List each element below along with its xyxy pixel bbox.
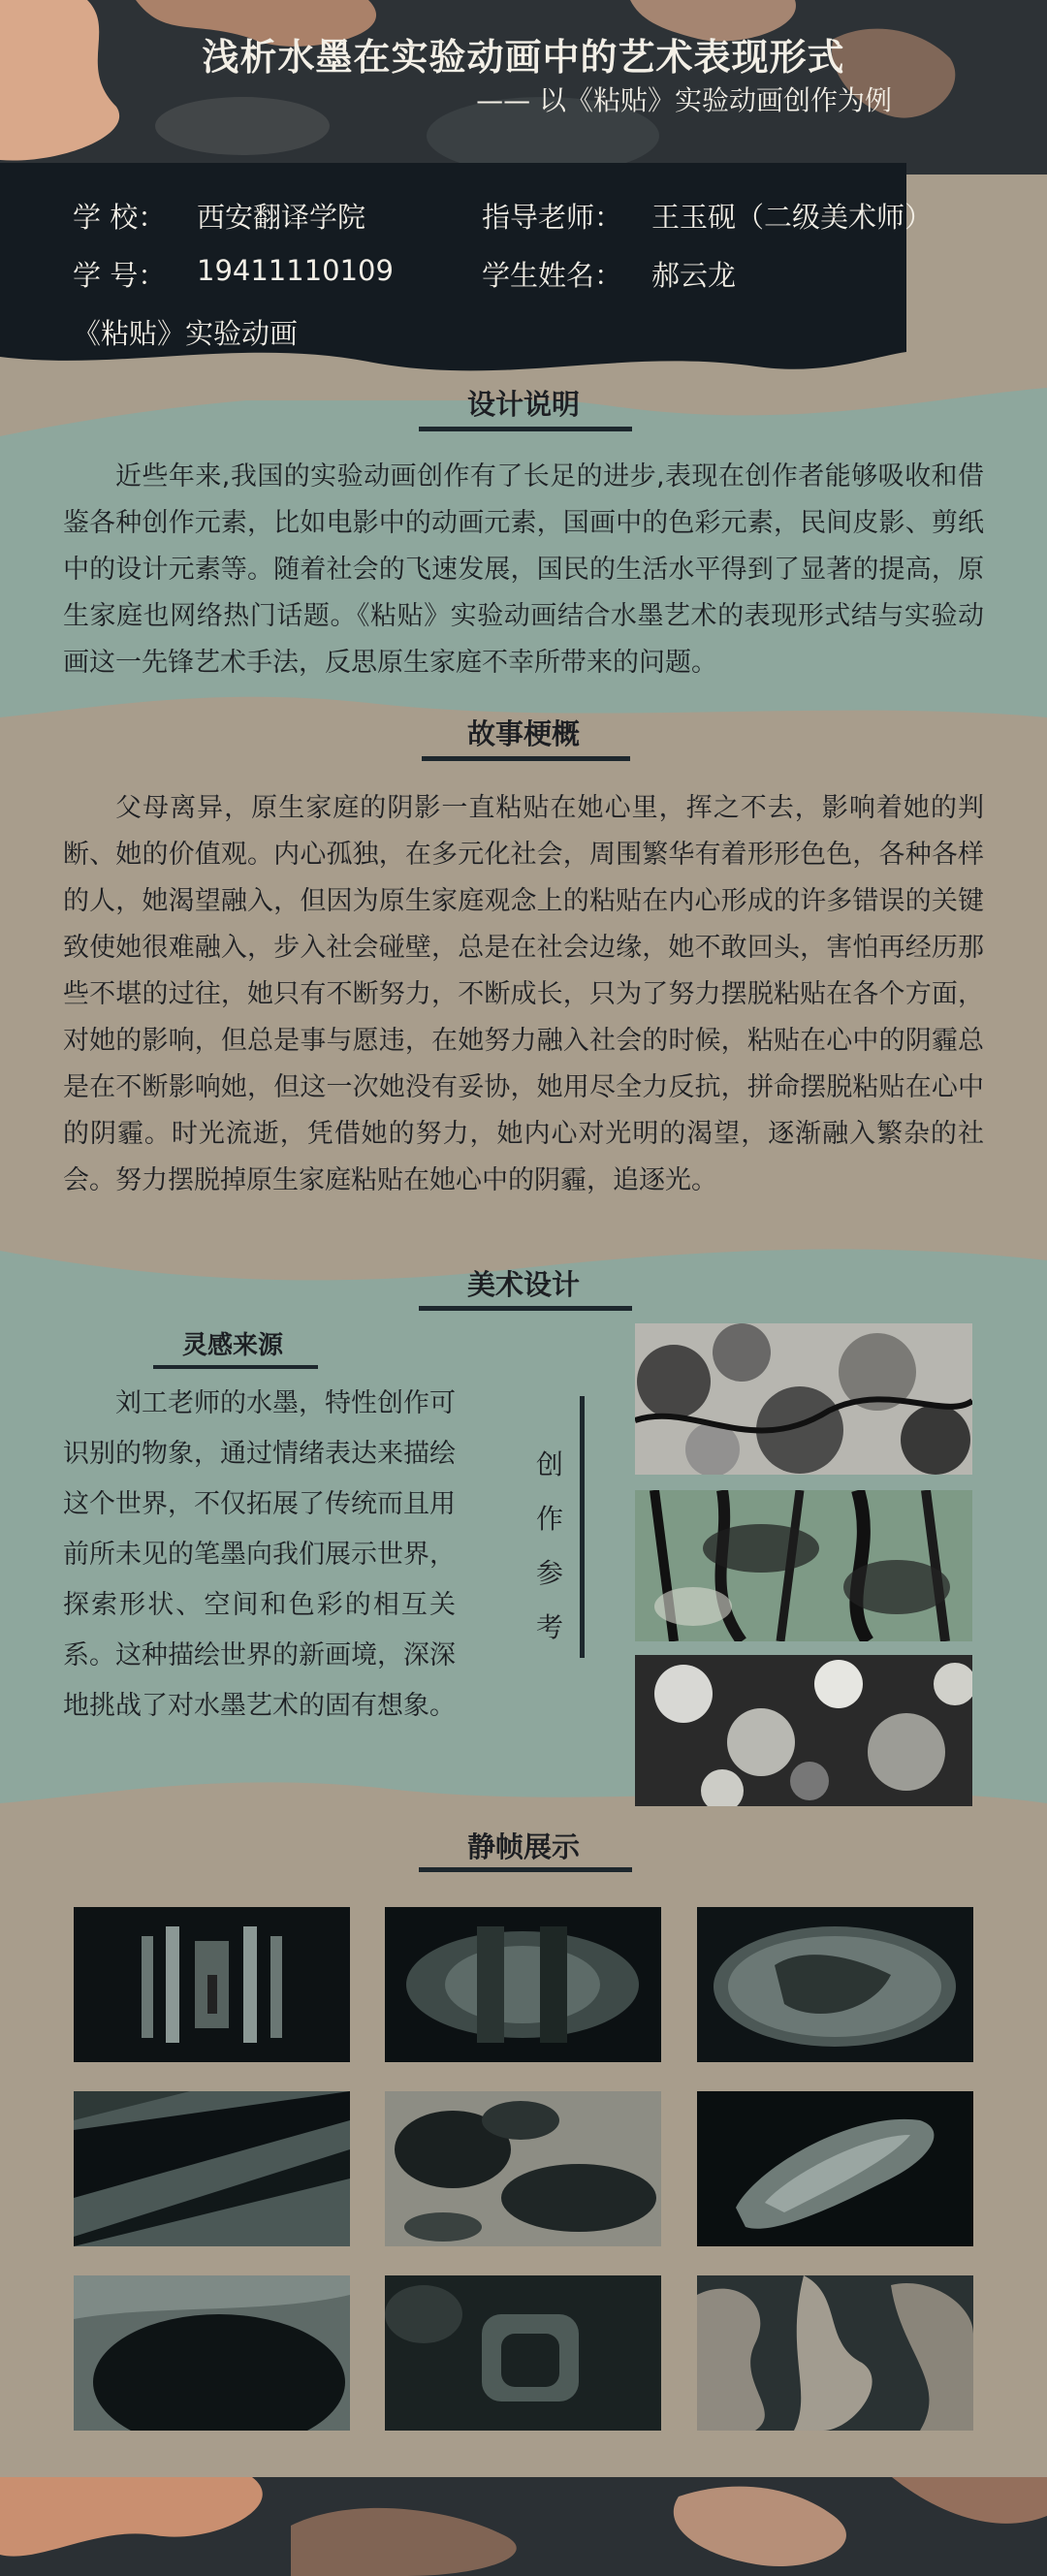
student-id-value: 19411110109 [197,254,394,287]
work-title: 《粘贴》实验动画 [73,317,299,350]
reference-image-3 [635,1655,972,1806]
reference-label: 创作参考 [535,1448,563,1643]
inspiration-heading: 灵感来源 [181,1331,283,1360]
page-subtitle: —— 以《粘贴》实验动画创作为例 [476,84,892,116]
still-frame-9 [697,2275,973,2431]
student-name-label: 学生姓名： [482,259,623,292]
page-title: 浅析水墨在实验动画中的艺术表现形式 [202,36,845,79]
reference-divider [580,1396,585,1658]
still-frame-7 [74,2275,350,2431]
art-heading-underline [419,1306,632,1311]
design-heading: 设计说明 [466,388,580,421]
story-heading-underline [422,756,630,761]
design-heading-underline [419,427,632,431]
still-frame-1 [74,1907,350,2062]
still-frame-2 [385,1907,661,2062]
story-text: 父母离异，原生家庭的阴影一直粘贴在她心里，挥之不去，影响着她的判断、她的价值观。内心孤独，在多元化社会，周围繁华有着形形色色，各种各样的人，她渴望融入，但因为原生家庭观念上的粘贴在内心形成的许多错误的关键致使她很难融入，步入社会碰壁，总是在社会边缘，她不敢回头，害怕再经历那些不堪的过往，她只有不断努力，不断成长，只为了努力摆脱粘贴在各个方面，对她的影响，但总是事与愿违，在她努力融入社会的时候，粘贴在心中的阴霾总是在不断影响她，但这一次她没有妥协，她用尽全力反抗，拼命摆脱粘贴在心中的阴霾。时光流逝，凭借她的努力，她内心对光明的渴望，逐渐融入繁杂的社会。努力摆脱掉原生家庭粘贴在她心中的阴霾，追逐光。 [63,793,984,1195]
student-id-label: 学 号： [73,259,167,292]
still-frame-3 [697,1907,973,2062]
still-frame-8 [385,2275,661,2431]
footer-ink-background [0,2477,1047,2576]
art-heading: 美术设计 [466,1268,580,1301]
still-frame-4 [74,2091,350,2246]
still-frame-6 [697,2091,973,2246]
still-frame-5 [385,2091,661,2246]
stills-heading-underline [419,1867,632,1872]
advisor-value: 王玉砚（二级美术师） [651,201,934,234]
inspiration-heading-underline [153,1365,318,1369]
inspiration-text: 刘工老师的水墨，特性创作可识别的物象，通过情绪表达来描绘这个世界，不仅拓展了传统而且用前所未见的笔墨向我们展示世界，探索形状、空间和色彩的相互关系。这种描绘世界的新画境，深深地挑战了对水墨艺术的固有想象。 [63,1388,456,1721]
school-value: 西安翻译学院 [197,201,366,234]
stills-heading: 静帧展示 [466,1830,580,1863]
design-text: 近些年来,我国的实验动画创作有了长足的进步,表现在创作者能够吸收和借鉴各种创作元素，比如电影中的动画元素，国画中的色彩元素，民间皮影、剪纸中的设计元素等。随着社会的飞速发展，国民的生活水平得到了显著的提高，原生家庭也网络热门话题。《粘贴》实验动画结合水墨艺术的表现形式结与实验动画这一先锋艺术手法，反思原生家庭不幸所带来的问题。 [63,461,984,678]
reference-image-2 [635,1490,972,1641]
student-name-value: 郝云龙 [651,259,737,292]
reference-image-1 [635,1323,972,1475]
story-heading: 故事梗概 [466,717,580,750]
school-label: 学 校： [73,201,167,234]
advisor-label: 指导老师： [482,201,623,234]
